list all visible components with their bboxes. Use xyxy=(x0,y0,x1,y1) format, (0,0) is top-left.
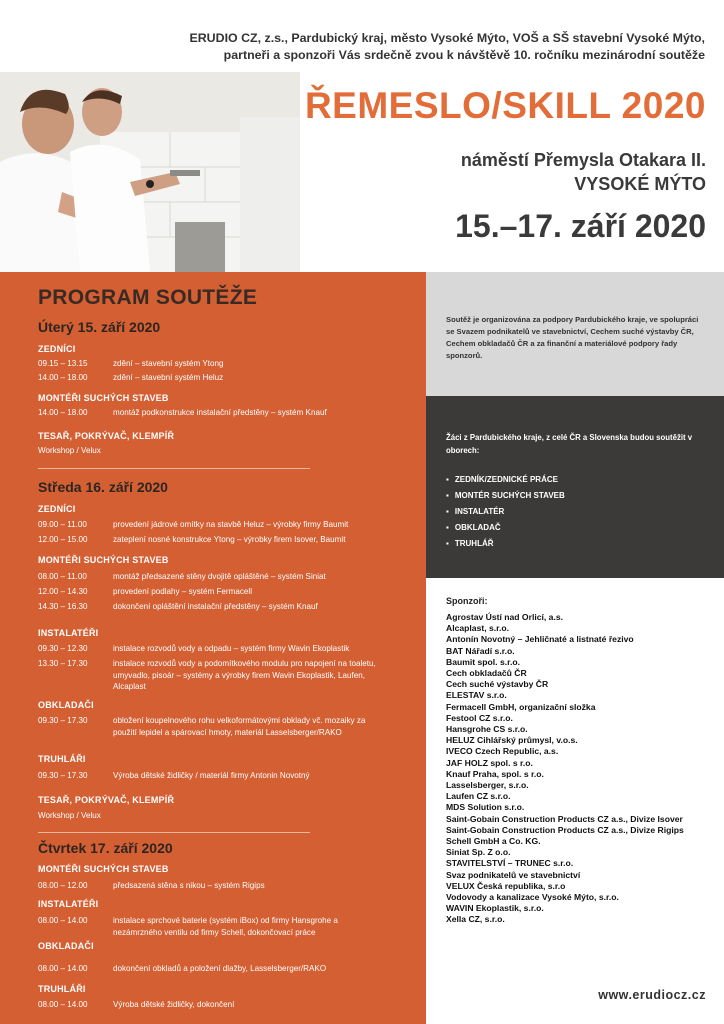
sponsor-item: Siniat Sp. Z o.o. xyxy=(446,847,511,858)
event-dates: 15.–17. září 2020 xyxy=(455,208,706,244)
row-desc: zdění – stavební systém Heluz xyxy=(113,373,224,382)
row-time: 14.30 – 16.30 xyxy=(38,602,88,611)
row-desc: předsazená stěna s nikou – systém Rigips xyxy=(113,881,265,890)
category-heading: ZEDNÍCI xyxy=(38,504,76,514)
row-time: 09.30 – 12.30 xyxy=(38,644,88,653)
row-time: 08.00 – 14.00 xyxy=(38,1000,88,1009)
row-time: 12.00 – 15.00 xyxy=(38,535,88,544)
sponsor-item: Agrostav Ústí nad Orlicí, a.s. xyxy=(446,612,564,622)
row-time: 09.30 – 17.30 xyxy=(38,771,88,780)
field-item: ▪ TRUHLÁŘ xyxy=(446,536,565,552)
row-time: 08.00 – 14.00 xyxy=(38,916,88,925)
sponsor-item: Cech obkladačů ČR xyxy=(446,668,527,679)
workshop-note: Workshop / Velux xyxy=(38,446,101,455)
row-time: 14.00 – 18.00 xyxy=(38,373,88,382)
sponsor-item: Svaz podnikatelů ve stavebnictví xyxy=(446,869,581,880)
sponsor-item: Schell GmbH a Co. KG. xyxy=(446,836,541,847)
row-time: 09.15 – 13.15 xyxy=(38,359,88,368)
sponsor-item: HELUZ Cihlářský průmysl, v.o.s. xyxy=(446,735,578,746)
category-heading: TESAŘ, POKRÝVAČ, KLEMPÍŘ xyxy=(38,795,175,805)
place-town: VYSOKÉ MÝTO xyxy=(574,174,706,194)
sponsor-item: Knauf Praha, spol. s r.o. xyxy=(446,768,544,779)
sponsors-list xyxy=(446,612,706,926)
row-desc: provedení jádrové omítky na stavbě Heluz – výrobky firmy Baumit xyxy=(113,520,349,529)
row-desc: provedení podlahy – systém Fermacell xyxy=(113,587,253,596)
row-time: 12.00 – 14.30 xyxy=(38,587,88,596)
sponsor-item: Saint-Gobain Construction Products CZ a.s., Divize Isover xyxy=(446,813,683,824)
row-time: 09.30 – 17.30 xyxy=(38,716,88,725)
row-desc: zdění – stavební systém Ytong xyxy=(113,359,224,368)
category-heading: TRUHLÁŘI xyxy=(38,754,86,764)
sponsor-item: Cech suché výstavby ČR xyxy=(446,679,549,690)
sponsor-item: Laufen CZ s.r.o. xyxy=(446,791,511,802)
category-heading: INSTALATÉŘI xyxy=(38,628,99,638)
program-title: PROGRAM SOUTĚŽE xyxy=(38,286,258,309)
event-title: ŘEMESLO/SKILL 2020 xyxy=(304,85,706,126)
row-desc: montáž předsazené stěny dvojitě opláštěné – systém Siniat xyxy=(113,572,326,581)
row-desc: dokončení opláštění instalační předstěny – systém Knauf xyxy=(113,602,318,611)
row-desc: instalace sprchové baterie (systém iBox) od firmy Hansgrohe a nezámrzného ventilu od firmy Schell, dokončovací práce xyxy=(113,916,338,937)
sponsor-item: WAVIN Ekoplastik, s.r.o. xyxy=(446,903,544,914)
sponsor-item: Xella CZ, s.r.o. xyxy=(446,914,505,925)
row-desc: obložení koupelnového rohu velkoformátovými obklady vč. mozaiky za použití lepidel a spárovací hmoty, materiál Lasselsberger/RAKO xyxy=(113,716,366,737)
sponsor-item: Saint-Gobain Construction Products CZ a.s., Divize Rigips xyxy=(446,824,684,835)
sponsor-item: Lasselsberger, s.r.o. xyxy=(446,780,529,791)
sponsor-item: Baumit spol. s.r.o. xyxy=(446,656,521,667)
category-heading: OBKLADAČI xyxy=(38,941,94,951)
category-heading: OBKLADAČI xyxy=(38,700,94,710)
row-desc: instalace rozvodů vody a podomítkového modulu pro napojení na toaletu, umyvadlo, pisoár – systémy a výrobky firem Wavin Ekoplastik, Laufen, Alcaplast xyxy=(113,659,376,691)
category-heading: TESAŘ, POKRÝVAČ, KLEMPÍŘ xyxy=(38,431,175,441)
category-heading: MONTÉŘI SUCHÝCH STAVEB xyxy=(38,864,169,874)
row-time: 09.00 – 11.00 xyxy=(38,520,87,529)
day-heading: Úterý 15. září 2020 xyxy=(38,319,161,335)
row-desc: Výroba dětské židličky / materiál firmy Antonin Novotný xyxy=(113,771,310,780)
field-item: ▪ INSTALATÉR xyxy=(446,504,565,520)
sponsor-item: STAVITELSTVÍ – TRUNEC s.r.o. xyxy=(446,858,574,869)
sponsor-item: BAT Nářadí s.r.o. xyxy=(446,645,515,656)
sponsor-item: Fermacell GmbH, organizační složka xyxy=(446,701,596,712)
category-heading: MONTÉŘI SUCHÝCH STAVEB xyxy=(38,393,169,403)
place-square: náměstí Přemysla Otakara II. xyxy=(460,150,706,170)
field-item: ▪ ZEDNÍK/ZEDNICKÉ PRÁCE xyxy=(446,472,565,488)
sponsor-item: ELESTAV s.r.o. xyxy=(446,690,507,701)
intro-line-1: ERUDIO CZ, z.s., Pardubický kraj, město Vysoké Mýto, VOŠ a SŠ stavební Vysoké Mýto, xyxy=(189,31,705,45)
event-place xyxy=(300,148,706,196)
sponsor-item: VELUX Česká republika, s.r.o xyxy=(446,880,566,891)
row-desc: montáž podkonstrukce instalační předstěny – systém Knauf xyxy=(113,408,327,417)
website-link[interactable]: www.erudiocz.cz xyxy=(598,988,706,1002)
row-desc: instalace rozvodů vody a odpadu – systém firmy Wavin Ekoplastik xyxy=(113,644,350,653)
sponsor-item: Alcaplast, s.r.o. xyxy=(446,623,510,634)
intro-text xyxy=(150,30,705,64)
row-desc: dokončení obkladů a položení dlažby, Lasselsberger/RAKO xyxy=(113,964,327,973)
row-desc: zateplení nosné konstrukce Ytong – výrobky firem Isover, Baumit xyxy=(113,535,346,544)
day-heading: Čtvrtek 17. září 2020 xyxy=(38,840,173,856)
row-desc: Výroba dětské židličky, dokončení xyxy=(113,1000,235,1009)
organizer-info-text: Soutěž je organizována za podpory Pardubického kraje, ve spolupráci se Svazem podnikatelů ve stavebnictví, Cechem suché výstavby ČR, Cechem obkladačů ČR a za finanční a materiálové podpory řady sponzorů. xyxy=(446,315,699,360)
fields-intro: Žáci z Pardubického kraje, z celé ČR a Slovenska budou soutěžit v oborech: xyxy=(446,433,693,455)
sponsor-item: MDS Solution s.r.o. xyxy=(446,802,525,813)
row-time: 08.00 – 12.00 xyxy=(38,881,88,890)
intro-line-2: partneři a sponzoři Vás srdečně zvou k návštěvě 10. ročníku mezinárodní soutěže xyxy=(223,48,705,62)
day-heading: Středa 16. září 2020 xyxy=(38,479,168,495)
category-heading: INSTALATÉŘI xyxy=(38,899,99,909)
category-heading: TRUHLÁŘI xyxy=(38,984,86,994)
field-item: ▪ MONTÉR SUCHÝCH STAVEB xyxy=(446,488,565,504)
day-divider xyxy=(38,832,310,833)
sponsor-item: Festool CZ s.r.o. xyxy=(446,712,513,723)
category-heading: MONTÉŘI SUCHÝCH STAVEB xyxy=(38,555,169,565)
workshop-note: Workshop / Velux xyxy=(38,811,101,820)
fields-list xyxy=(446,472,565,552)
sponsor-item: IVECO Czech Republic, a.s. xyxy=(446,746,559,757)
field-item: ▪ OBKLADAČ xyxy=(446,520,565,536)
row-time: 08.00 – 14.00 xyxy=(38,964,88,973)
sponsors-title: Sponzoři: xyxy=(446,596,488,606)
row-time: 14.00 – 18.00 xyxy=(38,408,88,417)
row-time: 13.30 – 17.30 xyxy=(38,659,88,668)
day-divider xyxy=(38,468,310,469)
row-time: 08.00 – 11.00 xyxy=(38,572,87,581)
category-heading: ZEDNÍCI xyxy=(38,344,76,354)
sponsor-item: JAF HOLZ spol. s r.o. xyxy=(446,757,533,768)
sponsor-item: Antonín Novotný – Jehličnaté a listnaté řezivo xyxy=(446,634,634,645)
sponsor-item: Hansgrohe CS s.r.o. xyxy=(446,724,528,735)
sponsor-item: Vodovody a kanalizace Vysoké Mýto, s.r.o. xyxy=(446,892,619,903)
